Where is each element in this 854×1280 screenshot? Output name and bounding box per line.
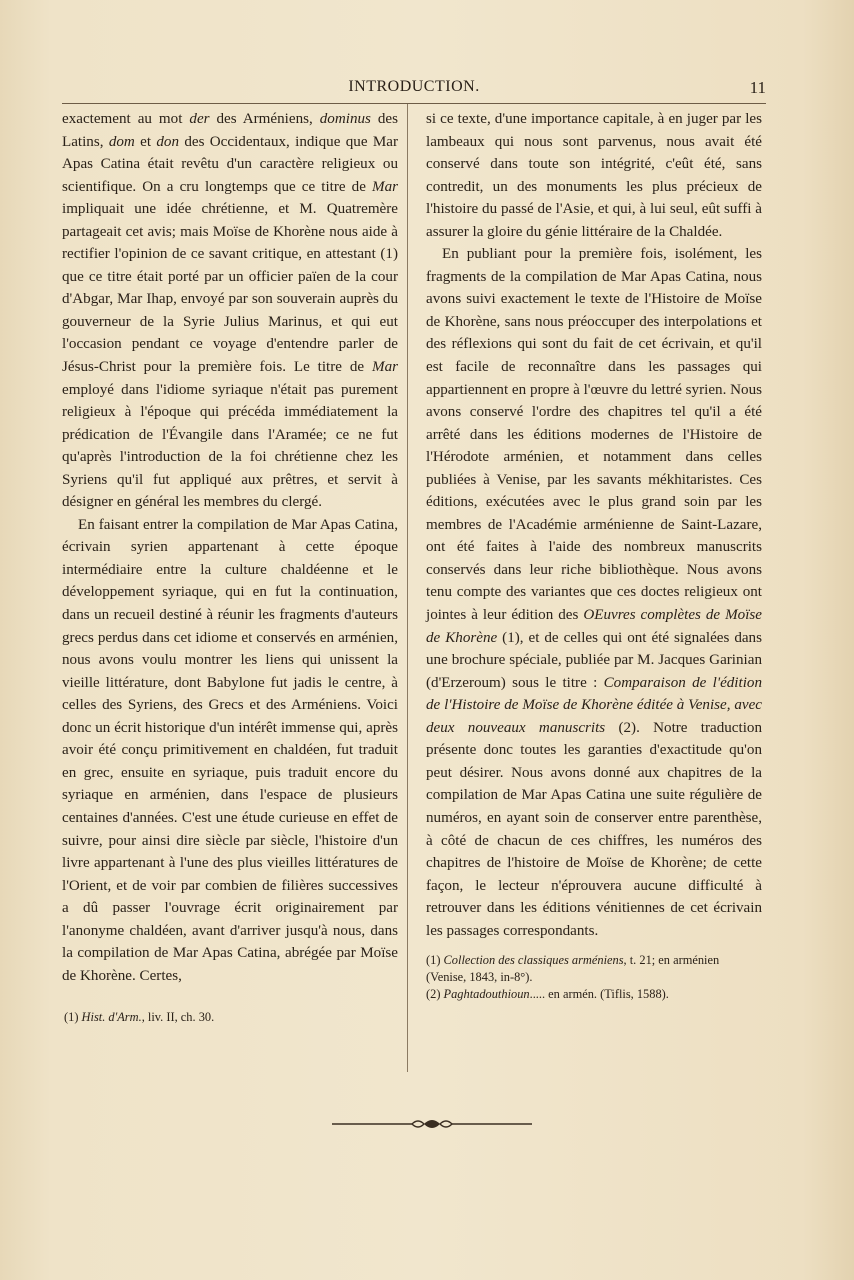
footnote-text: , t. 21; en arménien (Venise, 1843, in-8°). bbox=[426, 953, 720, 985]
italic-term: dominus bbox=[319, 111, 371, 127]
footnote-number: (1) bbox=[64, 1010, 82, 1025]
footnote-right-1 bbox=[426, 952, 762, 986]
footnote-left-1 bbox=[62, 1009, 398, 1026]
left-column bbox=[62, 108, 398, 1026]
text-run: En publiant pour la première fois, isolément, les fragments de la compilation de Mar Apas Catina, nous avons suivi exactement le texte de l'Histoire de Moïse de Khorène, sans nous préoccuper des interpolations et des réflexions qui sont du fait de cet écrivain, et qu'il est facile de reconnaître dans les passages qui appartiennent en propre à l'œuvre du lettré syrien. Nous avons conservé l'ordre des chapitres tel qu'il a été arrêté dans les éditions modernes de l'Histoire de l'Hérodote arménien, et notamment dans celles publiées à Venise, par les savants mékhitaristes. Ces éditions, exécutées avec le plus grand soin par les membres de l'Académie arménienne de Saint-Lazare, ont été faites à l'aide des nombreux manuscrits conservés dans leur riche bibliothèque. Nous avons tenu compte des variantes que ces doctes religieux ont jointes à leur édition des bbox=[426, 246, 762, 624]
page-title: INTRODUCTION. bbox=[348, 78, 480, 95]
text-run: (2). Notre traduction présente donc toutes les garanties d'exactitude qu'on peut désirer. Nous avons donné aux chapitres de la compilation de Mar Apas Catina une suite régulière de numéros, en ayant soin de conserver entre parenthèse, à côté de chacun de ces chiffres, les numéros des chapitres de l'histoire de Moïse de Khorène; de cette façon, le lecteur n'éprouvera aucune difficulté à retrouver dans les éditions vénitiennes de cet écrivain les passages correspondants. bbox=[426, 719, 762, 939]
text-run: des Arméniens, bbox=[209, 111, 320, 127]
footnote-title: Paghtadouthioun bbox=[443, 987, 530, 1002]
text-run: des Latins, bbox=[62, 111, 399, 150]
text-run: des Occidentaux, indique que Mar Apas Catina était revêtu d'un caractère religieux ou scientifique. On a cru longtemps que ce titre de bbox=[62, 133, 398, 195]
text-run: exactement au mot bbox=[62, 111, 190, 127]
right-column bbox=[426, 108, 762, 1003]
running-head bbox=[62, 78, 766, 102]
footnote-text: ..... en armén. (Tiflis, 1588). bbox=[529, 987, 669, 1002]
footnote-title: Hist. d'Arm. bbox=[81, 1010, 142, 1025]
italic-title: OEuvres complètes de Moïse de Khorène bbox=[426, 607, 762, 646]
footnote-text: , liv. II, ch. 30. bbox=[141, 1010, 215, 1025]
text-run: et bbox=[134, 133, 157, 150]
left-paragraph-2: En faisant entrer la compilation de Mar Apas Catina, écrivain syrien appartenant à cette époque intermédiaire entre la culture chaldéenne et le développement syriaque, qui en fut la continuation, dans un recueil destiné à réunir les fragments d'auteurs grecs perdus dans cet idiome et conservés en arménien, nous avons voulu montrer les liens qui unissent la vieille littérature, dont Babylone fut jadis le centre, à celles des Syriens, des Grecs et des Arméniens. Voici donc un écrit historique d'un intérêt immense qui, après avoir été conçu primitivement en chaldéen, fut traduit en grec, ensuite en syriaque, puis traduit encore du syriaque en arménien, dans l'espace de plusieurs centaines d'années. C'est une étude curieuse en effet de suivre, pour ainsi dire siècle par siècle, l'histoire d'un livre appartenant à l'une des plus vieilles littératures de l'Orient, et de voir par combien de filières successives a dû passer l'ouvrage écrit originairement par l'anonyme chaldéen, avant d'arriver jusqu'à nous, dans la compilation de Mar Apas Catina, abrégée par Moïse de Khorène. Certes, bbox=[62, 516, 398, 984]
page-number: 11 bbox=[749, 78, 766, 97]
right-paragraph-1: si ce texte, d'une importance capitale, à en juger par les lambeaux qui nous sont parvenus, nous avait été conservé dans toute son intégrité, c'eût été, sans contredit, un des monuments les plus précieux de l'histoire du passé de l'Asie, et qui, à lui seul, eût suffi à assurer la gloire du génie littéraire de la Chaldée. bbox=[426, 111, 762, 240]
header-rule bbox=[62, 103, 766, 104]
italic-term: der bbox=[189, 111, 210, 127]
right-paragraph-2 bbox=[426, 243, 762, 942]
text-run: employé dans l'idiome syriaque n'était pas purement religieux à l'époque qui précéda immédiatement la prédication de l'Évangile dans l'Aramée; ce ne fut qu'après l'introduction de la foi chrétienne chez les Syriens qu'il fut appliqué aux prêtres, et servit à désigner en général les membres du clergé. bbox=[62, 381, 398, 511]
column-divider bbox=[407, 104, 408, 1072]
footnote-number: (1) bbox=[426, 953, 444, 968]
footnote-title: Collection des classiques arméniens bbox=[443, 953, 624, 968]
footnote-number: (2) bbox=[426, 987, 444, 1002]
italic-term: don bbox=[156, 133, 180, 150]
text-run: impliquait une idée chrétienne, et M. Quatremère partageait cet avis; mais Moïse de Khorène nous aide à rectifier l'opinion de ce savant critique, en attestant (1) que ce titre était porté par un officier païen de la cour d'Abgar, Mar Ihap, envoyé par son souverain auprès du gouverneur de la Syrie Julius Marinus, et qui eut l'occasion pendant ce voyage d'entendre parler de Jésus-Christ pour la première fois. Le titre de bbox=[62, 201, 398, 376]
left-paragraph-1 bbox=[62, 108, 398, 514]
italic-term: dom bbox=[108, 133, 135, 150]
italic-term: Mar bbox=[372, 178, 398, 195]
text-run: (1), et de celles qui ont été signalées dans une brochure spéciale, publiée par M. Jacques Garinian (d'Erzeroum) sous le titre : bbox=[426, 629, 762, 691]
italic-term: Mar bbox=[372, 359, 398, 376]
italic-title: Comparaison de l'édition de l'Histoire de Moïse de Khorène éditée à Venise, avec deux nouveaux manuscrits bbox=[426, 674, 762, 736]
tailpiece-ornament-icon bbox=[332, 1117, 532, 1131]
footnote-right-2 bbox=[426, 986, 762, 1003]
